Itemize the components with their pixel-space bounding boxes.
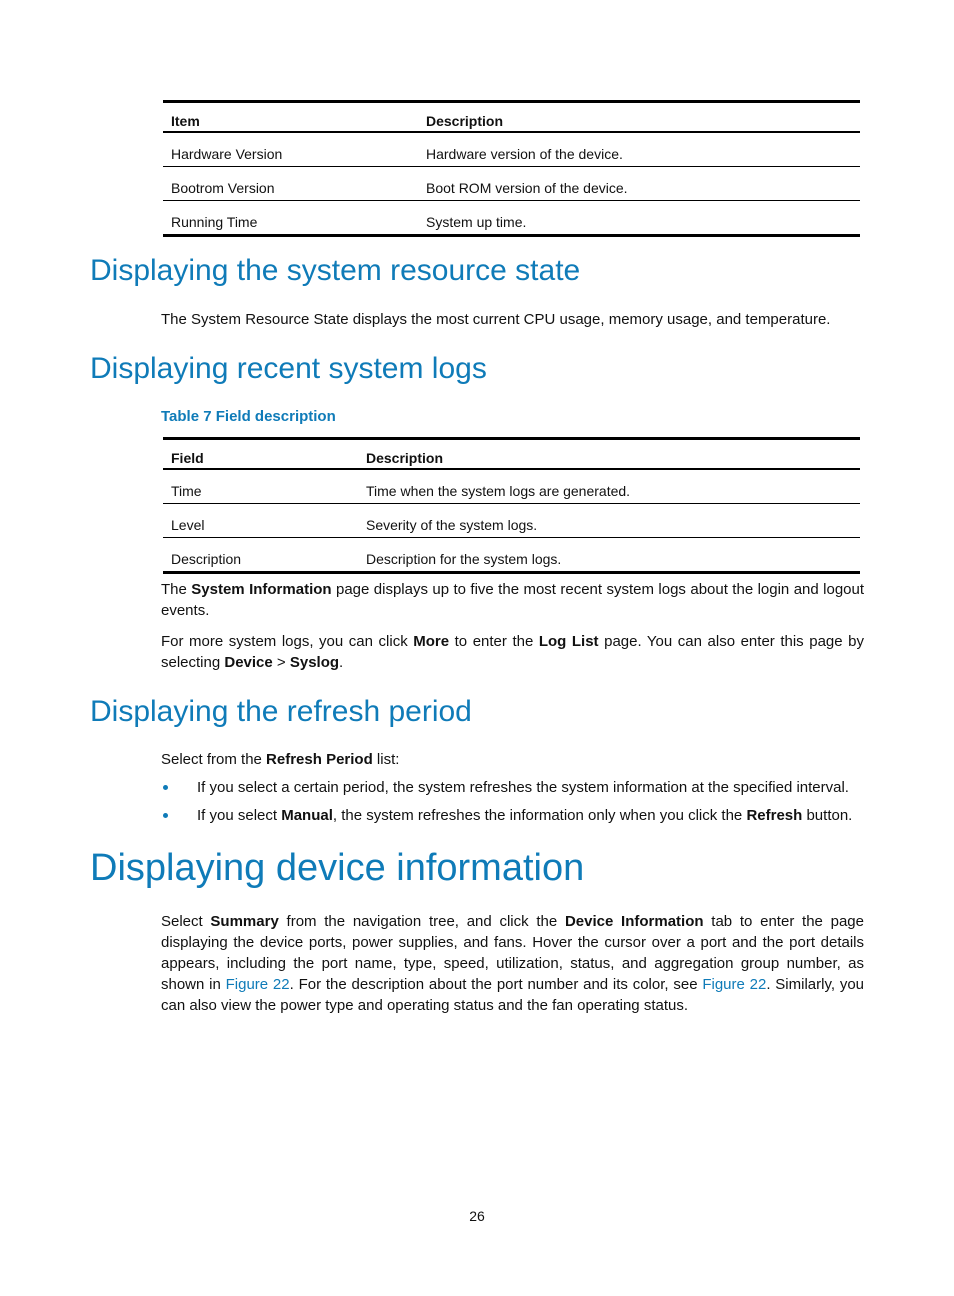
bullet-item [197,805,865,826]
table-header-row [163,102,860,133]
ui-term: System Information [191,581,332,598]
text-run: page displays up to five the most recent system logs about the login and logout events. [161,581,865,619]
table-row [163,201,860,236]
table-cell: Level [163,504,358,538]
figure-22-link[interactable]: Figure 22 [225,976,290,993]
column-header: Field [163,439,358,470]
bullet-dot-icon [163,785,168,790]
figure-22-link[interactable]: Figure 22 [702,976,767,993]
text-run: . For the description about the port number and its color, see [289,976,703,993]
text-run: Select [161,913,211,930]
section-heading-resource-state: Displaying the system resource state [90,254,581,287]
column-header: Description [418,102,860,133]
column-header: Description [358,439,860,470]
table-cell: Time [163,469,358,504]
text-run: from the navigation tree, and click the [278,913,565,930]
table-cell: Hardware Version [163,132,418,167]
table-cell: Boot ROM version of the device. [418,167,860,201]
text-run: to enter the [449,633,539,650]
text-run: > [272,654,290,671]
system-info-paragraph [161,579,864,621]
text-run: button. [802,807,853,824]
bullet-item: If you select a certain period, the system refreshes the system information at the specified interval. [197,779,849,796]
table-cell: Description for the system logs. [358,538,860,573]
table-cell: Hardware version of the device. [418,132,860,167]
ui-term: Log List [538,633,599,650]
more-logs-paragraph [161,631,864,673]
device-info-paragraph [161,911,864,1016]
ui-term: Device [224,654,273,671]
ui-term: More [413,633,450,650]
bullet-dot-icon [163,813,168,818]
ui-term: Manual [281,807,333,824]
ui-term: Device Information [564,913,704,930]
ui-term: Refresh Period [266,751,373,768]
table-caption: Table 7 Field description [161,408,336,425]
text-run: If you select [197,807,282,824]
table-cell: Time when the system logs are generated. [358,469,860,504]
table-cell: Running Time [163,201,418,236]
table-cell: System up time. [418,201,860,236]
text-run: list: [372,751,400,768]
section-heading-refresh-period: Displaying the refresh period [90,695,472,728]
table-row [163,504,860,538]
table-cell: Bootrom Version [163,167,418,201]
item-description-table [163,100,860,237]
text-run: tab to enter the page displaying the device ports, power supplies, and fans. Hover the cursor over a port and the port details appears, including the port name, type, speed, utilization, status, and aggregation group number, as shown in [161,913,864,993]
chapter-heading-device-information: Displaying device information [90,847,585,889]
text-run: Select from the [161,751,267,768]
table-row [163,167,860,201]
field-description-table [163,437,860,574]
ui-term: Refresh [746,807,803,824]
text-run: , the system refreshes the information only when you click the [332,807,747,824]
section-heading-recent-logs: Displaying recent system logs [90,352,487,385]
ui-term: Syslog [289,654,340,671]
table-row [163,469,860,504]
table-row [163,538,860,573]
text-run: . Similarly, you can also view the power type and operating status and the fan operating status. [161,976,864,1014]
refresh-intro [161,749,864,770]
table-cell: Severity of the system logs. [358,504,860,538]
page-number: 26 [469,1208,485,1224]
column-header: Item [163,102,418,133]
table-header-row [163,439,860,470]
text-run: The [161,581,192,598]
resource-state-paragraph: The System Resource State displays the most current CPU usage, memory usage, and temperature. [161,311,831,328]
text-run: page. You can also enter this page by selecting [161,633,864,671]
ui-term: Summary [210,913,279,930]
table-cell: Description [163,538,358,573]
text-run: For more system logs, you can click [161,633,414,650]
table-row [163,132,860,167]
text-run: . [339,654,344,671]
